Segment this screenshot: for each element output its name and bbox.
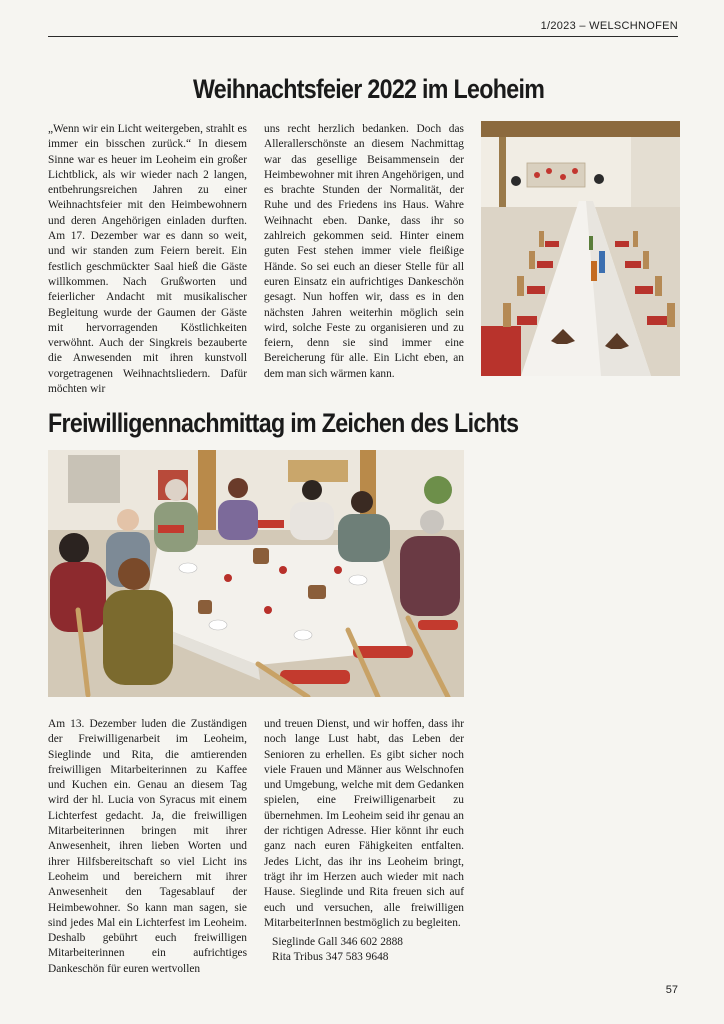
article1-column-right: uns recht herzlich bedanken. Doch das Allerallerschönste an diesem Nachmittag war das gesellige Beisammensein der Heimbewohner mit ihren Angehörigen, und es brachte Stunden der Normalität, der Ruhe und des Friedens ins Haus. Wahre Weihnacht eben. Danke, dass ihr so zahlreich gekommen seid. Hinter einem guten Fest stehen immer viele fleißige Hände. So sei euch an dieser Stelle für all euren Einsatz ein aufrichtiges Dankeschön gesagt. Nun hoffen wir, dass es in den nächsten Jahren weiterhin möglich sein wird, solche Feste zu organisieren und zu feiern, denn sie sind immer eine Bereicherung für alle. Ein Licht eben, an dem man sich wärmen kann. xyxy=(264,123,464,380)
contact-rita: Rita Tribus 347 583 9648 xyxy=(272,951,389,964)
volunteers-coffee-table-photo xyxy=(48,450,464,697)
page-number: 57 xyxy=(665,984,678,996)
article1-column-left: „Wenn wir ein Licht weitergeben, strahlt es immer ein bisschen zurück.“ In diesem Sinne war es heuer im Leoheim ein großer Lichtblick, als wir wieder nach 2 langen, entbehrungsreichen Jahren zu einer Weihnachtsfeier mit den Heimbewohnern und deren Angehörigen einladen durften. Am 17. Dezember war es dann so weit, und wir standen zum Feiern bereit. Ein festlich geschmückter Saal hieß die Gäste willkommen. Nach Grußworten und feierlicher Andacht mit musikalischer Begleitung wurde der Gaumen der Gäste mit hervorragenden Köstlichkeiten verwöhnt. Auch der Singkreis bezauberte die Anwesenden mit ihren kunstvoll vorgetragenen Weihnachtsliedern. Dafür möchten wir xyxy=(48,123,247,396)
hall-photo-illustration xyxy=(481,121,680,376)
header-rule xyxy=(48,36,678,37)
article2-column-left: Am 13. Dezember luden die Zuständigen der Freiwilligenarbeit im Leoheim, Sieglinde und Rita, die amtierenden freiwilligen Mitarbeiterinnen zu Kaffee und Kuchen ein. Genau an diesem Tag wird der hl. Lucia von Syracus mit einem Lichterfest gedacht. Ja, die freiwilligen Mitarbeiterinnen bringen mit ihrer Anwesenheit, ihren lieben Worten und ihrer Hilfsbereitschaft so viel Licht ins Leoheim und bereichern mit ihrer Anwesenheit den Tagesablauf der Heimbewohner. So kann man sagen, sie sind jedes Mal ein Lichterfest im Leoheim. Deshalb gebührt euch freiwilligen Mitarbeiterinnen ein aufrichtiges Dankeschön für euren wertvollen xyxy=(48,718,247,975)
christmas-party-hall-photo xyxy=(481,121,680,376)
article2-title: Freiwilligennachmittag im Zeichen des Lichts xyxy=(48,408,519,438)
contact-block xyxy=(272,935,403,966)
article1-title: Weihnachtsfeier 2022 im Leoheim xyxy=(193,74,545,104)
volunteers-photo-illustration xyxy=(48,450,464,697)
article2-column-right: und treuen Dienst, und wir hoffen, dass ihr noch lange Lust habt, das Leben der Senioren zu erhellen. Es gibt sicher noch viele Frauen und Männer aus Welschnofen und Umgebung, welche mit dem Gedanken spielen, eine Freiwilligenarbeit zu übernehmen. Im Leoheim seid ihr genau an der richtigen Adresse. Hier könnt ihr euch ganz nach euren Fähigkeiten entfalten. Jedes Licht, das ihr ins Leoheim bringt, trägt ihr im Herzen auch wieder mit nach Hause. Sieglinde und Rita freuen sich auf euch und versuchen, alle freiwilligen MitarbeiterInnen bestmöglich zu begleiten. xyxy=(264,718,464,929)
issue-label: 1/2023 – WELSCHNOFEN xyxy=(540,20,678,32)
contact-sieglinde: Sieglinde Gall 346 602 2888 xyxy=(272,936,403,948)
